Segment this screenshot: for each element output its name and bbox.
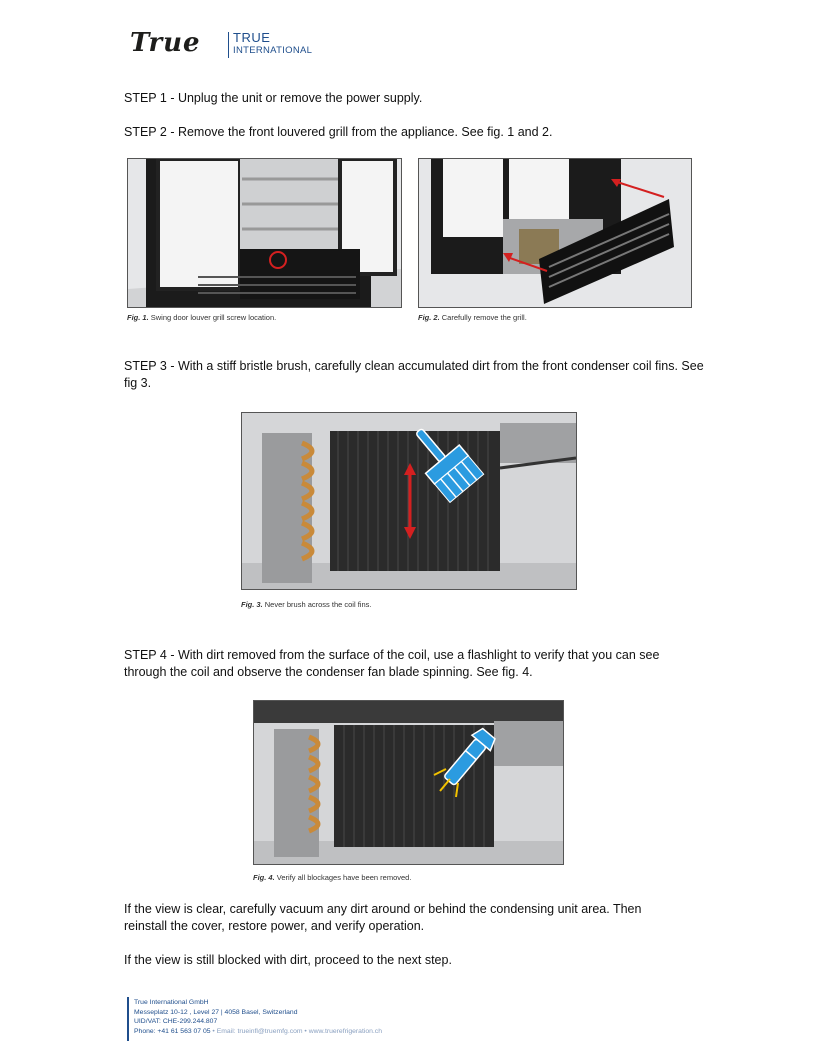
step-2-text: STEP 2 - Remove the front louvered grill from the appliance. See fig. 1 and 2.	[124, 125, 553, 139]
figure-1-caption	[127, 313, 276, 322]
figure-1-label: Fig. 1.	[127, 313, 149, 322]
footer-contact-line	[134, 1027, 382, 1037]
figure-2-caption	[418, 313, 527, 322]
figure-3-image	[241, 412, 577, 590]
figure-2-image	[418, 158, 692, 308]
figure-2-caption-text: Carefully remove the grill.	[441, 313, 527, 322]
figure-4-image	[253, 700, 564, 865]
footer-divider	[127, 997, 129, 1041]
step-3-text: STEP 3 - With a stiff bristle brush, carefully clean accumulated dirt from the front condenser coil fins. See fig 3.	[124, 359, 704, 390]
step-1-text: STEP 1 - Unplug the unit or remove the power supply.	[124, 91, 423, 105]
figure-4-caption	[253, 873, 411, 882]
clear-view-text: If the view is clear, carefully vacuum any dirt around or behind the condensing unit area. Then reinstall the cover, restore power, and verify operation.	[124, 902, 642, 933]
figure-4-caption-text: Verify all blockages have been removed.	[276, 873, 412, 882]
figure-4-label: Fig. 4.	[253, 873, 275, 882]
blocked-view-text: If the view is still blocked with dirt, proceed to the next step.	[124, 953, 452, 967]
figure-2-label: Fig. 2.	[418, 313, 440, 322]
figure-1-caption-text: Swing door louver grill screw location.	[150, 313, 277, 322]
logo-divider	[228, 32, 229, 58]
footer-phone: Phone: +41 61 563 07 05	[134, 1027, 211, 1035]
brand-line-1: TRUE	[233, 30, 271, 45]
brand-line-2: INTERNATIONAL	[233, 45, 313, 56]
true-logo-wordmark: True	[130, 28, 201, 58]
figure-3-caption-text: Never brush across the coil fins.	[264, 600, 372, 609]
footer-street: Messeplatz 10-12 , Level 27 | 4058 Basel, Switzerland	[134, 1008, 298, 1016]
footer-email-web: • Email: trueinfl@truemfg.com • www.truerefrigeration.ch	[210, 1027, 382, 1035]
figure-1-image	[127, 158, 402, 308]
brand-name	[233, 32, 312, 57]
figure-3-label: Fig. 3.	[241, 600, 263, 609]
footer-address	[134, 998, 382, 1036]
step-4-text: STEP 4 - With dirt removed from the surface of the coil, use a flashlight to verify that you can see through the coil and observe the condenser fan blade spinning. See fig. 4.	[124, 648, 660, 679]
footer-company: True International GmbH	[134, 999, 209, 1006]
footer-vat: UID/VAT: CHE-299.244.807	[134, 1018, 218, 1025]
figure-3-caption	[241, 600, 371, 609]
